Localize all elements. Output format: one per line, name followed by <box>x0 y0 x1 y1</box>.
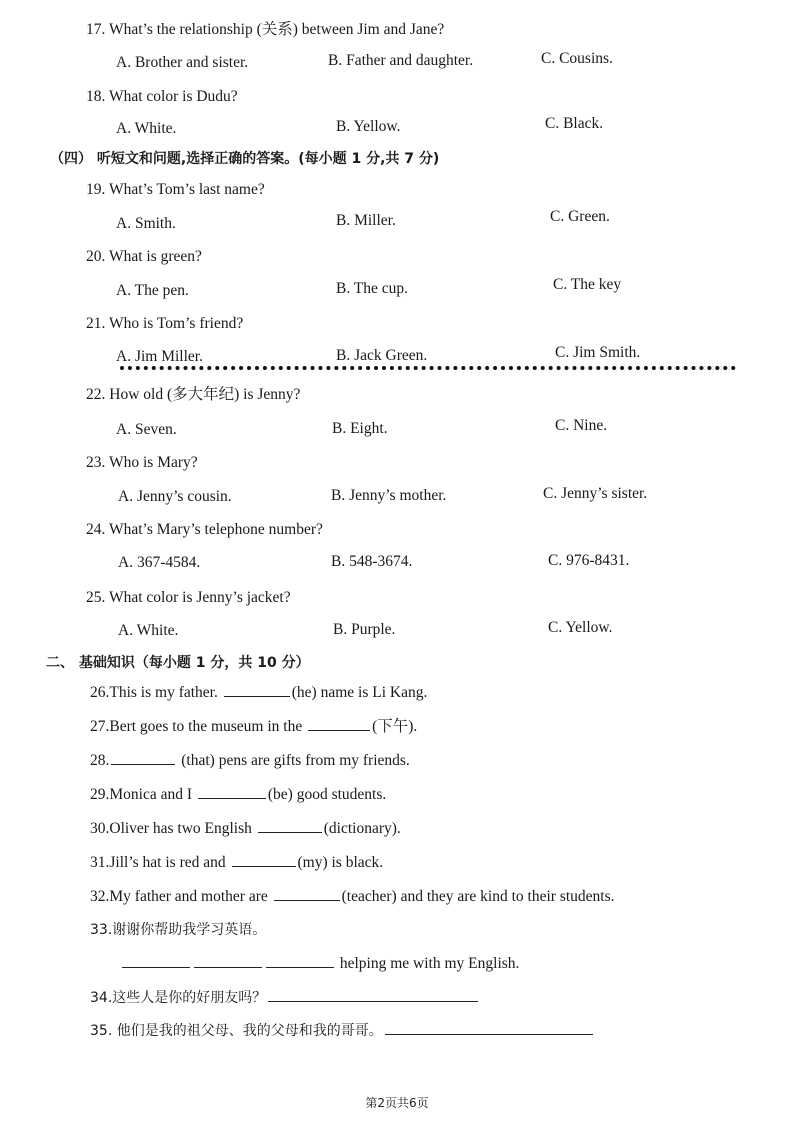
q23-option-a: A. Jenny’s cousin. <box>118 488 232 505</box>
question-33: 33.谢谢你帮助我学习英语。 <box>90 922 267 938</box>
question-28 <box>90 750 410 771</box>
q31-text-end: (my) is black. <box>297 854 384 871</box>
answer-blank[interactable] <box>385 1020 593 1035</box>
answer-blank[interactable] <box>111 750 175 765</box>
q32-text-start: 32.My father and mother are <box>90 888 272 905</box>
q19-option-c: C. Green. <box>550 208 610 225</box>
question-21: 21. Who is Tom’s friend? <box>86 315 244 332</box>
q20-option-b: B. The cup. <box>336 280 409 297</box>
answer-blank[interactable] <box>122 953 190 968</box>
question-30 <box>90 818 401 839</box>
q26-text-end: (he) name is Li Kang. <box>291 684 428 701</box>
answer-blank[interactable] <box>308 716 370 731</box>
q26-text-start: 26.This is my father. <box>90 684 222 701</box>
q24-option-b: B. 548-3674. <box>331 553 413 570</box>
section-2-heading: 二、 基础知识（每小题 1 分，共 10 分） <box>46 655 310 671</box>
q29-text-start: 29.Monica and I <box>90 786 196 803</box>
q25-option-c: C. Yellow. <box>548 619 613 636</box>
q25-option-b: B. Purple. <box>333 621 396 638</box>
q30-text-start: 30.Oliver has two English <box>90 820 256 837</box>
q34-text: 34.这些人是你的好朋友吗？ <box>90 990 267 1006</box>
q18-option-a: A. White. <box>116 120 177 137</box>
q20-option-c: C. The key <box>553 276 622 293</box>
q23-option-c: C. Jenny’s sister. <box>543 485 648 502</box>
question-23: 23. Who is Mary? <box>86 454 198 471</box>
answer-blank[interactable] <box>198 784 266 799</box>
q32-text-end: (teacher) and they are kind to their students. <box>341 888 615 905</box>
answer-blank[interactable] <box>194 953 262 968</box>
q21-option-c: C. Jim Smith. <box>555 344 641 361</box>
q22-option-c: C. Nine. <box>555 417 608 434</box>
question-32 <box>90 886 615 907</box>
q17-option-c: C. Cousins. <box>541 50 613 67</box>
q24-option-c: C. 976-8431. <box>548 552 630 569</box>
question-19: 19. What’s Tom’s last name? <box>86 181 265 198</box>
question-17: 17. What’s the relationship (关系) between Jim and Jane? <box>86 21 445 38</box>
q19-option-b: B. Miller. <box>336 212 396 229</box>
q24-option-a: A. 367-4584. <box>118 554 201 571</box>
answer-blank[interactable] <box>258 818 322 833</box>
question-24: 24. What’s Mary’s telephone number? <box>86 521 323 538</box>
question-33-answer-line <box>120 953 519 974</box>
q27-text-end: (下午). <box>372 718 418 735</box>
q22-option-b: B. Eight. <box>332 420 388 437</box>
q18-option-b: B. Yellow. <box>336 118 401 135</box>
q21-option-a: A. Jim Miller. <box>116 348 203 365</box>
question-20: 20. What is green? <box>86 248 202 265</box>
question-34 <box>90 987 480 1008</box>
answer-blank[interactable] <box>266 953 334 968</box>
question-26 <box>90 682 427 703</box>
q20-option-a: A. The pen. <box>116 282 189 299</box>
q18-option-c: C. Black. <box>545 115 604 132</box>
q35-text: 35. 他们是我的祖父母、我的父母和我的哥哥。 <box>90 1023 383 1039</box>
answer-blank[interactable] <box>232 852 296 867</box>
q30-text-end: (dictionary). <box>323 820 401 837</box>
q23-option-b: B. Jenny’s mother. <box>331 487 447 504</box>
question-35 <box>90 1020 595 1041</box>
section-4-heading: （四） 听短文和问题,选择正确的答案。(每小题 1 分,共 7 分) <box>50 151 440 167</box>
dotted-divider <box>120 366 736 370</box>
question-31 <box>90 852 383 873</box>
q17-option-a: A. Brother and sister. <box>116 54 249 71</box>
q21-option-b: B. Jack Green. <box>336 347 428 364</box>
answer-blank[interactable] <box>274 886 340 901</box>
answer-blank[interactable] <box>224 682 290 697</box>
q29-text-end: (be) good students. <box>267 786 387 803</box>
question-25: 25. What color is Jenny’s jacket? <box>86 589 291 606</box>
page-footer: 第2页共6页 <box>365 1096 429 1110</box>
question-22: 22. How old (多大年纪) is Jenny? <box>86 386 301 403</box>
question-27 <box>90 716 417 737</box>
question-29 <box>90 784 386 805</box>
q31-text-start: 31.Jill’s hat is red and <box>90 854 230 871</box>
q25-option-a: A. White. <box>118 622 179 639</box>
q27-text-start: 27.Bert goes to the museum in the <box>90 718 307 735</box>
q17-option-b: B. Father and daughter. <box>328 52 474 69</box>
q33-text-end: helping me with my English. <box>339 955 520 972</box>
answer-blank[interactable] <box>268 987 478 1002</box>
question-18: 18. What color is Dudu? <box>86 88 238 105</box>
q22-option-a: A. Seven. <box>116 421 177 438</box>
q28-text-start: 28. <box>90 752 110 769</box>
q28-text-end: (that) pens are gifts from my friends. <box>177 752 410 769</box>
q19-option-a: A. Smith. <box>116 215 176 232</box>
